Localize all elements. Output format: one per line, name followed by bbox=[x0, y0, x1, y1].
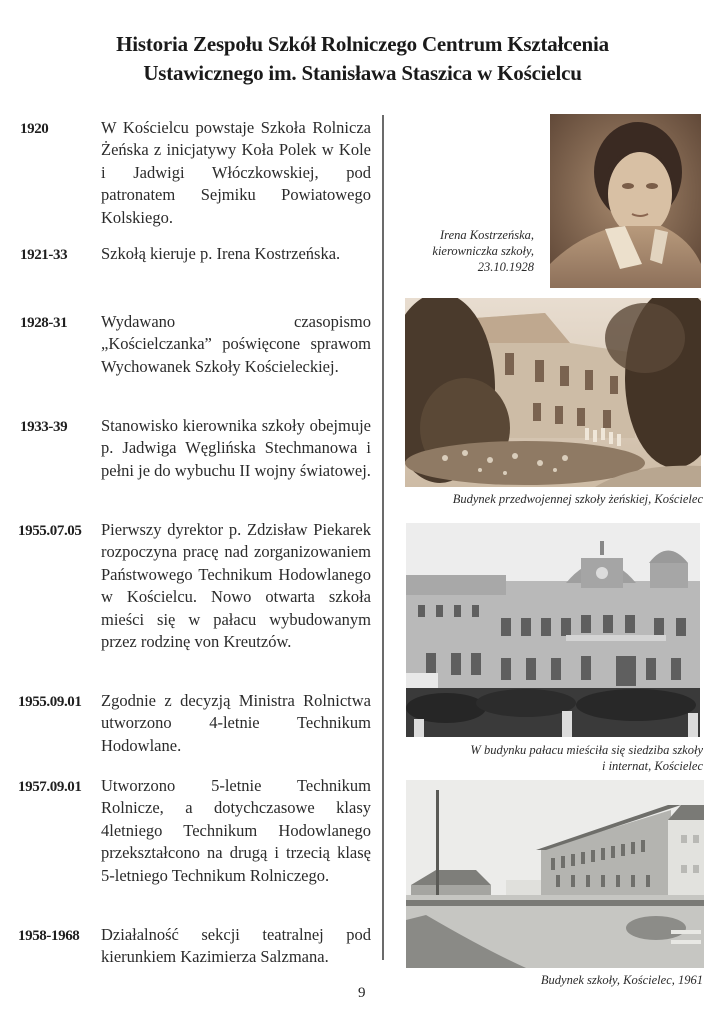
school-building-1961-caption: Budynek szkoły, Kościelec, 1961 bbox=[540, 973, 703, 987]
portrait-caption: Irena Kostrzeńska, kierowniczka szkoły, 23.10.1928 bbox=[432, 228, 534, 274]
timeline-text: W Kościelcu powstaje Szkoła Rolnicza Żeńska z inicjatywy Koła Polek w Kole i Jadwigi Włóczkowskiej, pod patronatem Sejmiku Powiatowego Kolskiego. bbox=[101, 118, 371, 227]
timeline-year: 1955.09.01 bbox=[18, 694, 82, 710]
page-number: 9 bbox=[358, 985, 366, 1001]
page-title bbox=[0, 30, 725, 88]
timeline-year: 1921-33 bbox=[20, 247, 68, 263]
timeline-divider bbox=[382, 115, 384, 960]
timeline-year: 1920 bbox=[20, 121, 49, 137]
timeline-year: 1957.09.01 bbox=[18, 779, 82, 795]
palace-image bbox=[406, 523, 700, 737]
prewar-building-photo bbox=[405, 298, 701, 487]
page-title-line-2: Ustawicznego im. Stanisława Staszica w Kościelcu bbox=[143, 61, 582, 85]
prewar-building-image bbox=[405, 298, 701, 487]
timeline-text: Wydawano czasopismo „Kościelczanka” poświęcone sprawom Wychowanek Szkoły Kościeleckiej. bbox=[101, 312, 371, 376]
timeline-text: Pierwszy dyrektor p. Zdzisław Piekarek rozpoczyna pracę nad zorganizowaniem Państwowego Technikum Hodowlanego w Kościelcu. Nowo otwarta szkoła mieści się w pałacu wybudowanym przez rodzinę von Kreutzów. bbox=[101, 520, 371, 652]
palace-photo bbox=[406, 523, 700, 737]
portrait-photo bbox=[550, 114, 701, 288]
timeline-text: Działalność sekcji teatralnej pod kierunkiem Kazimierza Salzmana. bbox=[101, 925, 371, 967]
prewar-building-caption: Budynek przedwojennej szkoły żeńskiej, Kościelec bbox=[452, 492, 703, 506]
timeline-year: 1955.07.05 bbox=[18, 523, 82, 539]
portrait-image bbox=[550, 114, 701, 288]
school-building-1961-photo bbox=[406, 780, 704, 968]
school-building-1961-image bbox=[406, 780, 704, 968]
page-title-line-1: Historia Zespołu Szkół Rolniczego Centrum Kształcenia bbox=[116, 32, 609, 56]
timeline-text: Zgodnie z decyzją Ministra Rolnictwa utworzono 4-letnie Technikum Hodowlane. bbox=[101, 691, 371, 755]
timeline-text: Stanowisko kierownika szkoły obejmuje p. Jadwiga Węglińska Stechmanowa i pełni je do wybuchu II wojny światowej. bbox=[101, 416, 371, 480]
timeline-year: 1928-31 bbox=[20, 315, 68, 331]
palace-caption: W budynku pałacu mieściła się siedziba szkoły i internat, Kościelec bbox=[470, 743, 703, 773]
timeline-text: Utworzono 5-letnie Technikum Rolnicze, a dotychczasowe klasy 4letniego Technikum Hodowlanego przekształcono na drugą i trzecią klasę 5-letniego Technikum Rolniczego. bbox=[101, 776, 371, 885]
timeline-year: 1933-39 bbox=[20, 419, 68, 435]
timeline-year: 1958-1968 bbox=[18, 928, 80, 944]
timeline-text: Szkołą kieruje p. Irena Kostrzeńska. bbox=[101, 244, 341, 263]
